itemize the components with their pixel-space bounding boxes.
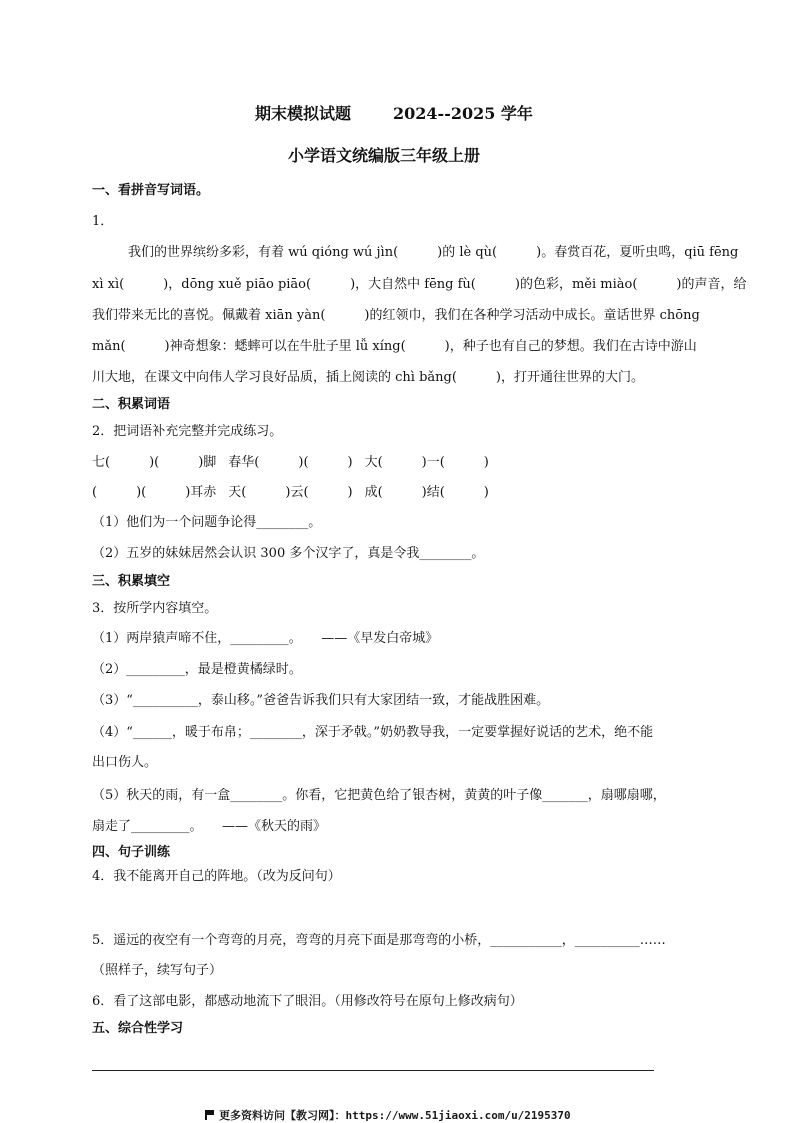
q3-item-continuation: 出口伤人。: [92, 755, 158, 770]
question-3-prompt: 3．按所学内容填空。: [92, 601, 218, 616]
q3-item: （3）“__________，泰山移。”爸爸告诉我们只有大家团结一致，才能战胜困难。: [92, 693, 550, 708]
q1-paragraph-line: mǎn( )神奇想象：蟋蟀可以在牛肚子里 lǚ xíng( )，种子也有自己的梦想。我们在古诗中游山: [92, 339, 697, 354]
q1-paragraph-line: 我们的世界缤纷多彩，有着 wú qióng wú jìn( )的 lè qù( )。春赏百花，夏听虫鸣，qiū fēng: [128, 245, 739, 260]
idiom-blank: 成( )结( ): [364, 485, 489, 500]
section-1-heading: 一、看拼音写词语。: [92, 183, 210, 198]
exam-title: [255, 103, 533, 125]
section-4-heading: 四、句子训练: [92, 845, 171, 860]
q2-sub-question: （1）他们为一个问题争论得________。: [92, 515, 322, 530]
idiom-blank: 天( )云( ): [228, 485, 353, 500]
idiom-blank: 大( )一( ): [364, 455, 489, 470]
section-2-heading: 二、积累词语: [92, 397, 171, 412]
question-5: 5．遥远的夜空有一个弯弯的月亮，弯弯的月亮下面是那弯弯的小桥，___________，__________……: [92, 933, 666, 948]
q1-paragraph-line: 我们带来无比的喜悦。佩戴着 xiān yàn( )的红领巾，我们在各种学习活动中成长。童话世界 chōng: [92, 308, 700, 323]
answer-line: [92, 1070, 654, 1071]
q2-sub-question: （2）五岁的妹妹居然会认识 300 多个汉字了，真是令我________。: [92, 546, 485, 561]
q3-item: （1）两岸猿声啼不住，_________。 ——《早发白帝城》: [92, 631, 439, 646]
q3-item: （4）“______，暖于布帛；________，深于矛戟。”奶奶教导我，一定要掌握好说话的艺术，绝不能: [92, 725, 654, 740]
exam-subtitle: 小学语文统编版三年级上册: [288, 146, 481, 165]
footer-link[interactable]: [205, 1107, 571, 1123]
flag-icon: [205, 1110, 215, 1120]
idiom-row-2: [92, 484, 489, 502]
title-left: 期末模拟试题: [255, 104, 352, 123]
q3-item-continuation: 扇走了_________。 ——《秋天的雨》: [92, 819, 327, 834]
question-2-prompt: 2．把词语补充完整并完成练习。: [92, 424, 283, 439]
question-5-instruction: （照样子，续写句子）: [92, 963, 223, 978]
section-3-heading: 三、积累填空: [92, 574, 171, 589]
idiom-blank: 七( )( )脚: [92, 455, 217, 470]
question-4: 4．我不能离开自己的阵地。（改为反问句）: [92, 869, 341, 884]
section-5-heading: 五、综合性学习: [92, 1021, 184, 1036]
q3-item: （5）秋天的雨，有一盒________。你看，它把黄色给了银杏树，黄黄的叶子像_______，扇哪扇哪，: [92, 788, 666, 803]
idiom-blank: ( )( )耳赤: [92, 485, 217, 500]
title-year: 2024--2025 学年: [393, 104, 533, 123]
question-1-number: 1．: [92, 214, 114, 229]
q1-paragraph-line: xì xì( )，dōng xuě piāo piāo( )，大自然中 fēng fù( )的色彩，měi miào( )的声音，给: [92, 277, 747, 292]
idiom-blank: 春华( )( ): [228, 455, 353, 470]
question-6: 6．看了这部电影，都感动地流下了眼泪。（用修改符号在原句上修改病句）: [92, 994, 523, 1009]
idiom-row-1: [92, 454, 489, 472]
q3-item: （2）_________，最是橙黄橘绿时。: [92, 662, 302, 677]
footer-text[interactable]: 更多资料访问【教习网】：https://www.51jiaoxi.com/u/2195370: [219, 1109, 571, 1122]
q1-paragraph-line: 川大地，在课文中向伟人学习良好品质，插上阅读的 chì bǎng( )，打开通往世界的大门。: [92, 370, 644, 385]
